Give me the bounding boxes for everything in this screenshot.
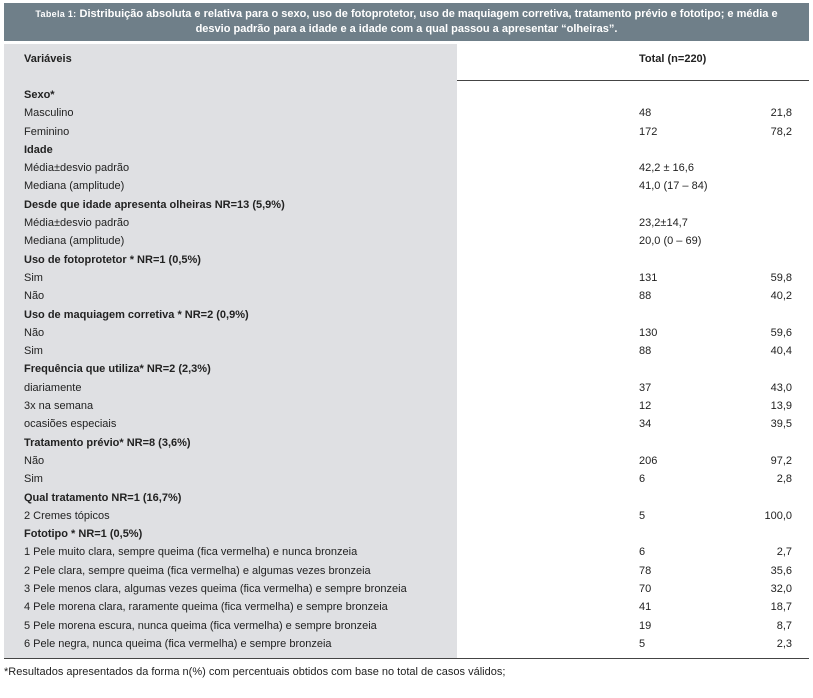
row-count: 42,2 ± 16,6 [639, 162, 694, 175]
row-label: Mediana (amplitude) [24, 235, 125, 248]
table-row [0, 617, 813, 635]
section-row [0, 86, 813, 104]
section-label: Idade [24, 143, 53, 156]
table-row [0, 379, 813, 397]
row-percent: 59,6 [770, 326, 792, 339]
row-count: 6 [639, 473, 646, 486]
section-label: Fototipo * NR=1 (0,5%) [24, 528, 143, 541]
section-label: Uso de maquiagem corretiva * NR=2 (0,9%) [24, 308, 249, 321]
row-label: Sim [24, 271, 43, 284]
row-percent: 40,4 [770, 345, 792, 358]
row-label: diariamente [24, 381, 82, 394]
row-label: Média±desvio padrão [24, 217, 130, 230]
table-row [0, 104, 813, 122]
header-divider [457, 80, 809, 81]
row-percent: 59,8 [770, 271, 792, 284]
row-count: 5 [639, 509, 646, 522]
table-row [0, 324, 813, 342]
row-count: 48 [639, 107, 652, 120]
table-row [0, 507, 813, 525]
row-label: 3x na semana [24, 400, 94, 413]
section-label: Tratamento prévio* NR=8 (3,6%) [24, 436, 191, 449]
row-label: Média±desvio padrão [24, 162, 130, 175]
row-percent: 43,0 [770, 381, 792, 394]
row-count: 130 [639, 326, 658, 339]
row-percent: 21,8 [770, 107, 792, 120]
table-row [0, 287, 813, 305]
section-row [0, 196, 813, 214]
row-percent: 2,7 [776, 546, 792, 559]
row-label: Não [24, 326, 45, 339]
table-row [0, 232, 813, 250]
row-count: 12 [639, 400, 652, 413]
table-row [0, 562, 813, 580]
row-label: Mediana (amplitude) [24, 180, 125, 193]
section-label: Frequência que utiliza* NR=2 (2,3%) [24, 363, 211, 376]
table-row [0, 635, 813, 653]
row-count: 34 [639, 418, 652, 431]
row-count: 5 [639, 637, 646, 650]
section-row [0, 251, 813, 269]
table-row [0, 342, 813, 360]
row-percent: 2,3 [776, 637, 792, 650]
row-label: ocasiões especiais [24, 418, 117, 431]
section-row [0, 434, 813, 452]
table-caption [4, 3, 809, 41]
row-count: 23,2±14,7 [639, 217, 688, 230]
row-count: 88 [639, 345, 652, 358]
row-percent: 35,6 [770, 564, 792, 577]
row-count: 20,0 (0 – 69) [639, 235, 702, 248]
section-row [0, 360, 813, 378]
row-count: 6 [639, 546, 646, 559]
row-label: Feminino [24, 125, 70, 138]
row-label: 1 Pele muito clara, sempre queima (fica vermelha) e nunca bronzeia [24, 546, 358, 559]
table-bottom-rule [4, 658, 809, 659]
row-percent: 32,0 [770, 583, 792, 596]
section-row [0, 141, 813, 159]
row-percent: 8,7 [776, 619, 792, 632]
table-row [0, 470, 813, 488]
table-caption-line2: desvio padrão para a idade e a idade com a qual passou a apresentar “olheiras”. [195, 23, 618, 35]
row-percent: 18,7 [770, 601, 792, 614]
row-count: 206 [639, 454, 658, 467]
row-label: 6 Pele negra, nunca queima (fica vermelha) e sempre bronzeia [24, 637, 332, 650]
section-label: Qual tratamento NR=1 (16,7%) [24, 491, 182, 504]
row-percent: 2,8 [776, 473, 792, 486]
table-caption-line1: Distribuição absoluta e relativa para o sexo, uso de fotoprotetor, uso de maquiagem corretiva, tratamento prévio e fototipo; e média e [79, 8, 778, 20]
row-count: 19 [639, 619, 652, 632]
row-count: 70 [639, 583, 652, 596]
row-label: Sim [24, 345, 43, 358]
section-label: Uso de fotoprotetor * NR=1 (0,5%) [24, 253, 201, 266]
section-label: Desde que idade apresenta olheiras NR=13 (5,9%) [24, 198, 285, 211]
row-percent: 100,0 [764, 509, 792, 522]
table-row [0, 415, 813, 433]
table-row [0, 543, 813, 561]
row-label: 3 Pele menos clara, algumas vezes queima (fica vermelha) e sempre bronzeia [24, 583, 407, 596]
section-row [0, 489, 813, 507]
row-count: 37 [639, 381, 652, 394]
table-row [0, 269, 813, 287]
header-variables: Variáveis [24, 53, 72, 65]
table-row [0, 177, 813, 195]
table-row [0, 159, 813, 177]
table-row [0, 214, 813, 232]
table-caption-tag: Tabela 1: [35, 9, 77, 19]
section-row [0, 525, 813, 543]
row-count: 41,0 (17 – 84) [639, 180, 708, 193]
row-label: Masculino [24, 107, 74, 120]
row-count: 88 [639, 290, 652, 303]
table-row [0, 397, 813, 415]
table-row [0, 598, 813, 616]
table-row [0, 452, 813, 470]
row-label: 2 Cremes tópicos [24, 509, 110, 522]
table-footnote: *Resultados apresentados da forma n(%) com percentuais obtidos com base no total de casos válidos; [4, 666, 506, 678]
table-body [0, 86, 813, 653]
header-total: Total (n=220) [639, 53, 707, 65]
row-percent: 78,2 [770, 125, 792, 138]
row-label: Não [24, 454, 45, 467]
row-label: 5 Pele morena escura, nunca queima (fica vermelha) e sempre bronzeia [24, 619, 377, 632]
table-row [0, 580, 813, 598]
row-percent: 13,9 [770, 400, 792, 413]
row-label: 2 Pele clara, sempre queima (fica vermelha) e algumas vezes bronzeia [24, 564, 371, 577]
section-row [0, 306, 813, 324]
table-row [0, 123, 813, 141]
row-label: Sim [24, 473, 43, 486]
row-count: 78 [639, 564, 652, 577]
row-count: 172 [639, 125, 658, 138]
row-label: 4 Pele morena clara, raramente queima (fica vermelha) e sempre bronzeia [24, 601, 388, 614]
row-count: 131 [639, 271, 658, 284]
row-count: 41 [639, 601, 652, 614]
section-label: Sexo* [24, 89, 55, 101]
row-percent: 40,2 [770, 290, 792, 303]
row-label: Não [24, 290, 45, 303]
row-percent: 39,5 [770, 418, 792, 431]
row-percent: 97,2 [770, 454, 792, 467]
